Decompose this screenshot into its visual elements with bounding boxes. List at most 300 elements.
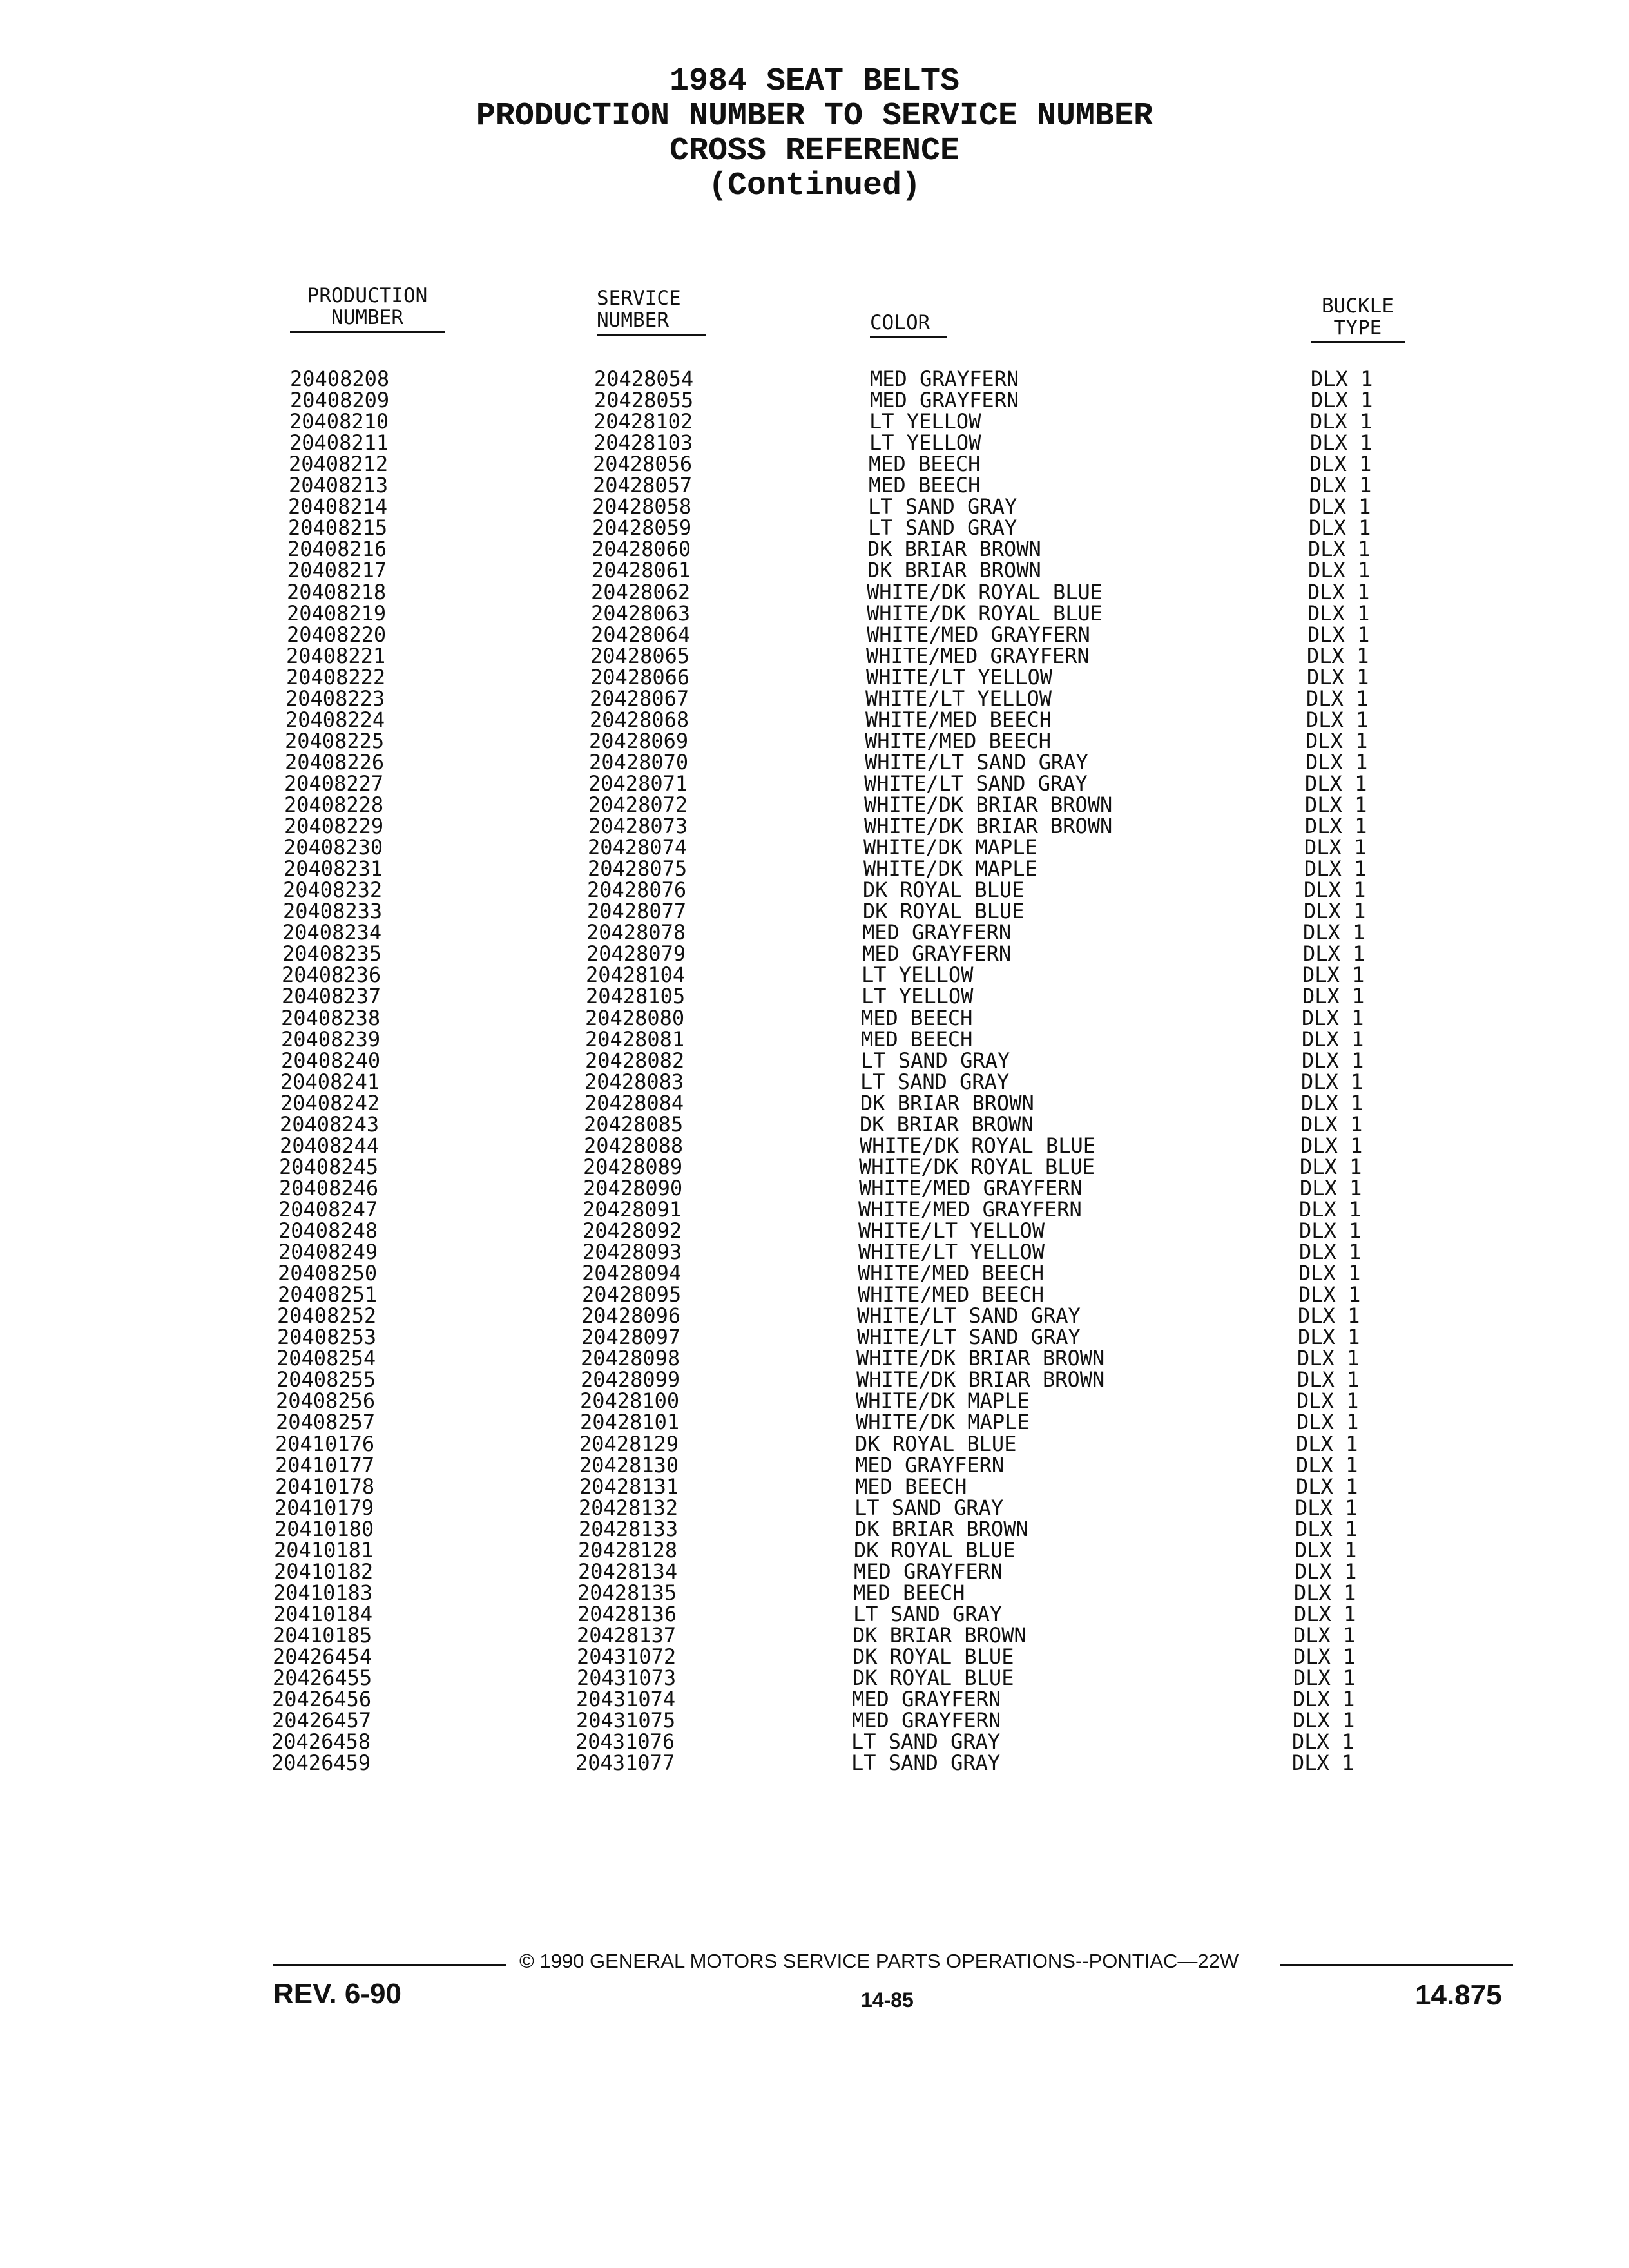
service-number-cell: 20428084: [584, 1090, 684, 1115]
production-number-cell: 20408253: [277, 1325, 377, 1350]
color-cell: WHITE/DK ROYAL BLUE: [867, 601, 1103, 626]
buckle-type-cell: DLX 1: [1299, 1218, 1362, 1243]
buckle-type-cell: DLX 1: [1292, 1729, 1354, 1754]
service-number-cell: 20428097: [581, 1325, 681, 1350]
service-number-cell: 20428062: [591, 579, 691, 604]
table-row: [0, 1646, 1629, 1667]
production-number-cell: 20408221: [286, 643, 386, 668]
buckle-type-cell: DLX 1: [1296, 1474, 1358, 1499]
buckle-type-cell: DLX 1: [1306, 707, 1369, 732]
service-number-cell: 20428067: [590, 686, 689, 711]
buckle-type-cell: DLX 1: [1310, 409, 1373, 434]
production-number-cell: 20408218: [287, 579, 387, 604]
buckle-type-cell: DLX 1: [1305, 814, 1367, 839]
service-number-cell: 20428064: [591, 622, 691, 647]
production-number-cell: 20410176: [275, 1431, 375, 1456]
buckle-type-cell: DLX 1: [1307, 643, 1369, 668]
table-row: [0, 1753, 1629, 1774]
service-number-cell: 20428105: [586, 984, 686, 1009]
buckle-type-cell: DLX 1: [1303, 941, 1365, 966]
color-cell: WHITE/LT SAND GRAY: [857, 1325, 1081, 1350]
color-cell: LT SAND GRAY: [851, 1751, 1001, 1776]
table-row: [0, 369, 1629, 390]
header-underline: [870, 336, 947, 338]
color-cell: MED BEECH: [869, 452, 981, 477]
buckle-type-cell: DLX 1: [1309, 452, 1372, 477]
color-cell: MED BEECH: [861, 1026, 973, 1052]
color-cell: WHITE/DK MAPLE: [856, 1389, 1030, 1414]
table-row: [0, 1431, 1629, 1456]
production-number-cell: 20408211: [289, 430, 389, 456]
service-number-cell: 20428076: [587, 878, 687, 903]
table-row: [0, 454, 1629, 475]
table-row: [0, 1390, 1629, 1412]
production-number-cell: 20426458: [271, 1729, 371, 1754]
production-number-cell: 20426457: [272, 1708, 372, 1733]
production-number-cell: 20408251: [278, 1282, 378, 1307]
table-row: [0, 922, 1629, 943]
header-underline: [597, 334, 706, 336]
service-number-cell: 20428054: [594, 367, 694, 391]
table-row: [0, 1516, 1629, 1541]
color-cell: WHITE/DK BRIAR BROWN: [864, 814, 1113, 839]
color-cell: MED GRAYFERN: [862, 920, 1012, 945]
service-number-cell: 20428102: [593, 409, 693, 434]
color-cell: WHITE/LT YELLOW: [858, 1218, 1045, 1243]
table-row: [0, 1452, 1629, 1477]
service-number-cell: 20428071: [588, 771, 688, 796]
table-row: [0, 560, 1629, 581]
color-cell: WHITE/LT SAND GRAY: [864, 771, 1088, 796]
table-row: [0, 1667, 1629, 1689]
service-number-cell: 20428092: [583, 1218, 682, 1243]
table-row: [0, 1005, 1629, 1030]
color-cell: DK BRIAR BROWN: [860, 1111, 1034, 1137]
color-cell: WHITE/DK ROYAL BLUE: [867, 579, 1103, 604]
color-cell: LT SAND GRAY: [860, 1069, 1010, 1094]
service-number-cell: 20428135: [577, 1580, 677, 1605]
footer-page-number: 14-85: [861, 1988, 914, 2012]
production-number-cell: 20408257: [276, 1410, 376, 1435]
color-cell: LT YELLOW: [869, 430, 981, 456]
color-cell: MED BEECH: [853, 1580, 965, 1605]
color-cell: LT YELLOW: [869, 409, 981, 434]
service-number-cell: 20428063: [591, 601, 691, 626]
production-number-cell: 20408254: [276, 1346, 376, 1371]
table-row: [0, 837, 1629, 858]
buckle-type-cell: DLX 1: [1309, 515, 1371, 541]
buckle-type-cell: DLX 1: [1300, 1111, 1363, 1137]
production-number-cell: 20408232: [283, 878, 383, 903]
table-row: [0, 1175, 1629, 1200]
production-number-cell: 20408222: [286, 664, 386, 689]
table-row: [0, 624, 1629, 646]
buckle-type-cell: DLX 1: [1307, 622, 1370, 647]
production-number-cell: 20408247: [278, 1196, 378, 1222]
buckle-type-cell: DLX 1: [1296, 1452, 1358, 1477]
service-number-cell: 20428128: [578, 1537, 678, 1562]
buckle-type-cell: DLX 1: [1301, 1069, 1364, 1094]
table-row: [0, 643, 1629, 668]
production-number-cell: 20426454: [273, 1644, 372, 1669]
production-number-cell: 20410182: [274, 1559, 374, 1584]
color-cell: WHITE/LT YELLOW: [866, 664, 1052, 689]
buckle-type-cell: DLX 1: [1302, 1005, 1364, 1030]
buckle-type-cell: DLX 1: [1299, 1240, 1362, 1265]
production-number-cell: 20408248: [278, 1218, 378, 1243]
service-number-cell: 20428137: [577, 1622, 677, 1648]
table-row: [0, 1111, 1629, 1137]
color-cell: WHITE/DK BRIAR BROWN: [856, 1346, 1105, 1371]
buckle-type-cell: DLX 1: [1308, 558, 1371, 583]
service-number-cell: 20428065: [590, 643, 690, 668]
service-number-cell: 20428066: [590, 664, 690, 689]
service-number-cell: 20428101: [580, 1410, 680, 1435]
service-number-cell: 20428068: [590, 707, 689, 732]
production-number-cell: 20408250: [278, 1261, 378, 1286]
service-number-cell: 20428082: [585, 1048, 685, 1073]
color-cell: WHITE/DK MAPLE: [856, 1410, 1030, 1435]
service-number-cell: 20431073: [577, 1666, 677, 1691]
buckle-type-cell: DLX 1: [1304, 878, 1366, 903]
service-number-cell: 20428091: [583, 1196, 682, 1222]
table-row: [0, 1497, 1629, 1519]
color-cell: WHITE/MED GRAYFERN: [866, 643, 1090, 668]
color-cell: MED GRAYFERN: [862, 941, 1012, 966]
production-number-cell: 20408235: [282, 941, 382, 966]
buckle-type-cell: DLX 1: [1307, 601, 1370, 626]
title-line-1: 1984 SEAT BELTS: [669, 63, 960, 100]
service-number-cell: 20431076: [575, 1729, 675, 1754]
buckle-type-cell: DLX 1: [1306, 686, 1369, 711]
service-number-cell: 20428100: [580, 1389, 680, 1414]
production-number-cell: 20408231: [284, 856, 383, 881]
title-line-2: PRODUCTION NUMBER TO SERVICE NUMBER: [476, 98, 1153, 135]
table-row: [0, 1069, 1629, 1094]
color-cell: MED BEECH: [855, 1474, 967, 1499]
service-number-cell: 20428069: [589, 728, 689, 753]
title-line-4: (Continued): [708, 168, 921, 204]
production-number-cell: 20408228: [284, 793, 384, 817]
service-number-cell: 20428094: [582, 1261, 682, 1286]
buckle-type-cell: DLX 1: [1294, 1580, 1356, 1605]
color-cell: WHITE/MED BEECH: [858, 1282, 1044, 1307]
table-row: [0, 1263, 1629, 1284]
buckle-type-cell: DLX 1: [1302, 1026, 1364, 1052]
service-number-cell: 20431077: [575, 1751, 675, 1776]
color-cell: DK ROYAL BLUE: [853, 1666, 1014, 1691]
service-number-cell: 20428081: [585, 1026, 685, 1052]
service-number-cell: 20428083: [584, 1069, 684, 1094]
header-underline: [290, 331, 445, 333]
buckle-type-cell: DLX 1: [1298, 1261, 1361, 1286]
footer-section-number: 14.875: [1415, 1979, 1502, 2011]
table-row: [0, 943, 1629, 965]
production-number-cell: 20408212: [289, 452, 389, 477]
color-cell: DK ROYAL BLUE: [863, 899, 1025, 924]
color-cell: MED GRAYFERN: [852, 1687, 1001, 1712]
service-number-cell: 20428132: [579, 1495, 679, 1520]
service-number-cell: 20428057: [593, 473, 693, 498]
color-cell: MED GRAYFERN: [855, 1452, 1005, 1477]
buckle-type-cell: DLX 1: [1302, 984, 1365, 1009]
buckle-type-cell: DLX 1: [1308, 537, 1371, 562]
table-row: [0, 1305, 1629, 1327]
service-number-cell: 20428131: [579, 1474, 679, 1499]
production-number-cell: 20408252: [277, 1303, 377, 1329]
buckle-type-cell: DLX 1: [1301, 1090, 1364, 1115]
footer-copyright: © 1990 GENERAL MOTORS SERVICE PARTS OPERATIONS--PONTIAC—22W: [519, 1950, 1239, 1972]
buckle-type-cell: DLX 1: [1298, 1325, 1360, 1350]
buckle-type-cell: DLX 1: [1300, 1154, 1362, 1179]
table-row: [0, 794, 1629, 816]
service-number-cell: 20428061: [592, 558, 691, 583]
header-service-number: SERVICE NUMBER: [597, 287, 706, 336]
production-number-cell: 20408210: [289, 409, 389, 434]
table-row: [0, 1348, 1629, 1369]
table-row: [0, 1369, 1629, 1390]
production-number-cell: 20426456: [272, 1687, 372, 1712]
table-row: [0, 1220, 1629, 1242]
buckle-type-cell: DLX 1: [1304, 856, 1367, 881]
table-row: [0, 664, 1629, 689]
buckle-type-cell: DLX 1: [1293, 1666, 1356, 1691]
buckle-type-cell: DLX 1: [1300, 1133, 1363, 1158]
buckle-type-cell: DLX 1: [1300, 1175, 1362, 1200]
buckle-type-cell: DLX 1: [1299, 1196, 1362, 1222]
color-cell: DK ROYAL BLUE: [855, 1431, 1017, 1456]
production-number-cell: 20410183: [273, 1580, 373, 1605]
service-number-cell: 20428093: [583, 1240, 682, 1265]
table-row: [0, 496, 1629, 517]
buckle-type-cell: DLX 1: [1307, 664, 1369, 689]
table-row: [0, 1090, 1629, 1115]
buckle-type-cell: DLX 1: [1297, 1367, 1360, 1392]
title-line-3: CROSS REFERENCE: [669, 133, 960, 169]
service-number-cell: 20428134: [578, 1559, 678, 1584]
table-row: [0, 1196, 1629, 1222]
color-cell: DK BRIAR BROWN: [854, 1516, 1028, 1541]
color-cell: WHITE/DK ROYAL BLUE: [860, 1133, 1096, 1158]
table-row: [0, 603, 1629, 624]
table-row: [0, 816, 1629, 837]
color-cell: WHITE/DK BRIAR BROWN: [864, 793, 1113, 817]
color-cell: DK BRIAR BROWN: [860, 1090, 1034, 1115]
table-row: [0, 1242, 1629, 1263]
color-cell: WHITE/LT YELLOW: [858, 1240, 1045, 1265]
table-row: [0, 1582, 1629, 1604]
buckle-type-cell: DLX 1: [1305, 793, 1367, 817]
buckle-type-cell: DLX 1: [1306, 749, 1368, 774]
table-row: [0, 1537, 1629, 1562]
production-number-cell: 20408244: [280, 1133, 380, 1158]
table-row: [0, 1412, 1629, 1433]
color-cell: WHITE/DK ROYAL BLUE: [859, 1154, 1095, 1179]
color-cell: LT SAND GRAY: [868, 494, 1017, 519]
color-cell: WHITE/LT SAND GRAY: [865, 749, 1088, 774]
production-number-cell: 20408249: [278, 1240, 378, 1265]
table-row: [0, 1622, 1629, 1648]
color-cell: MED GRAYFERN: [870, 367, 1019, 391]
service-number-cell: 20428099: [581, 1367, 680, 1392]
buckle-type-cell: DLX 1: [1296, 1389, 1359, 1414]
footer-revision: REV. 6-90: [273, 1978, 401, 2010]
color-cell: WHITE/LT YELLOW: [865, 686, 1052, 711]
buckle-type-cell: DLX 1: [1303, 920, 1365, 945]
buckle-type-cell: DLX 1: [1306, 728, 1368, 753]
production-number-cell: 20408229: [284, 814, 384, 839]
buckle-type-cell: DLX 1: [1295, 1559, 1357, 1584]
production-number-cell: 20408255: [276, 1367, 376, 1392]
table-row: [0, 1154, 1629, 1179]
page-title: [0, 64, 1629, 204]
color-cell: MED GRAYFERN: [854, 1559, 1003, 1584]
service-number-cell: 20428129: [579, 1431, 679, 1456]
table-row: [0, 773, 1629, 794]
production-number-cell: 20410177: [275, 1452, 375, 1477]
production-number-cell: 20408233: [283, 899, 383, 924]
production-number-cell: 20408208: [290, 367, 390, 391]
table-row: [0, 1476, 1629, 1497]
buckle-type-cell: DLX 1: [1311, 367, 1373, 391]
buckle-type-cell: DLX 1: [1311, 388, 1373, 413]
table-row: [0, 1284, 1629, 1305]
color-cell: MED BEECH: [861, 1005, 973, 1030]
buckle-type-cell: DLX 1: [1302, 963, 1365, 988]
color-cell: DK BRIAR BROWN: [853, 1622, 1027, 1648]
production-number-cell: 20408217: [287, 558, 387, 583]
table-row: [0, 1710, 1629, 1731]
production-number-cell: 20408214: [288, 494, 388, 519]
production-number-cell: 20410185: [273, 1622, 372, 1648]
buckle-type-cell: DLX 1: [1304, 835, 1367, 860]
production-number-cell: 20408236: [282, 963, 381, 988]
color-cell: WHITE/MED GRAYFERN: [867, 622, 1090, 647]
service-number-cell: 20428103: [593, 430, 693, 456]
table-row: [0, 432, 1629, 454]
table-row: [0, 1689, 1629, 1710]
production-number-cell: 20426459: [271, 1751, 371, 1776]
production-number-cell: 20408213: [289, 473, 389, 498]
production-number-cell: 20408219: [287, 601, 387, 626]
production-number-cell: 20408245: [279, 1154, 379, 1179]
service-number-cell: 20428136: [577, 1601, 677, 1626]
service-number-cell: 20428072: [588, 793, 688, 817]
buckle-type-cell: DLX 1: [1309, 473, 1372, 498]
table-row: [0, 517, 1629, 539]
table-row: [0, 1601, 1629, 1626]
production-number-cell: 20408227: [284, 771, 384, 796]
color-cell: WHITE/MED BEECH: [865, 728, 1051, 753]
buckle-type-cell: DLX 1: [1294, 1601, 1356, 1626]
color-cell: LT SAND GRAY: [861, 1048, 1010, 1073]
service-number-cell: 20428078: [586, 920, 686, 945]
service-number-cell: 20431072: [577, 1644, 677, 1669]
table-row: [0, 728, 1629, 753]
service-number-cell: 20428070: [589, 749, 689, 774]
table-row: [0, 986, 1629, 1007]
service-number-cell: 20428098: [581, 1346, 680, 1371]
service-number-cell: 20428089: [583, 1154, 683, 1179]
table-row: [0, 1561, 1629, 1582]
production-number-cell: 20408256: [276, 1389, 376, 1414]
buckle-type-cell: DLX 1: [1298, 1282, 1361, 1307]
color-cell: WHITE/DK BRIAR BROWN: [856, 1367, 1105, 1392]
footer-rule-left: [273, 1964, 506, 1966]
production-number-cell: 20408225: [285, 728, 385, 753]
table-row: [0, 858, 1629, 879]
table-row: [0, 965, 1629, 986]
service-number-cell: 20428085: [584, 1111, 684, 1137]
table-row: [0, 688, 1629, 709]
color-cell: LT YELLOW: [862, 984, 974, 1009]
color-cell: LT SAND GRAY: [851, 1729, 1001, 1754]
service-number-cell: 20428058: [592, 494, 692, 519]
buckle-type-cell: DLX 1: [1293, 1644, 1356, 1669]
table-row: [0, 901, 1629, 922]
service-number-cell: 20428090: [583, 1175, 683, 1200]
table-row: [0, 1050, 1629, 1072]
service-number-cell: 20428075: [588, 856, 688, 881]
header-production-number: PRODUCTION NUMBER: [290, 285, 445, 333]
buckle-type-cell: DLX 1: [1302, 1048, 1364, 1073]
color-cell: WHITE/MED GRAYFERN: [858, 1196, 1082, 1222]
table-row: [0, 539, 1629, 560]
table-row: [0, 1026, 1629, 1052]
production-number-cell: 20408242: [280, 1090, 380, 1115]
service-number-cell: 20428133: [579, 1516, 679, 1541]
service-number-cell: 20428073: [588, 814, 688, 839]
header-underline: [1311, 341, 1405, 343]
production-number-cell: 20410180: [275, 1516, 374, 1541]
service-number-cell: 20428104: [586, 963, 686, 988]
color-cell: WHITE/MED BEECH: [865, 707, 1052, 732]
service-number-cell: 20431074: [576, 1687, 676, 1712]
buckle-type-cell: DLX 1: [1309, 494, 1371, 519]
color-cell: WHITE/DK MAPLE: [863, 856, 1037, 881]
production-number-cell: 20410184: [273, 1601, 373, 1626]
service-number-cell: 20428077: [587, 899, 687, 924]
production-number-cell: 20408216: [287, 537, 387, 562]
table-row: [0, 475, 1629, 496]
service-number-cell: 20428095: [582, 1282, 682, 1307]
color-cell: DK ROYAL BLUE: [863, 878, 1025, 903]
table-row: [0, 1135, 1629, 1157]
production-number-cell: 20410179: [275, 1495, 374, 1520]
buckle-type-cell: DLX 1: [1293, 1708, 1355, 1733]
table-row: [0, 411, 1629, 432]
buckle-type-cell: DLX 1: [1293, 1622, 1356, 1648]
service-number-cell: 20428059: [592, 515, 692, 541]
production-number-cell: 20408226: [285, 749, 385, 774]
production-number-cell: 20408237: [282, 984, 381, 1009]
production-number-cell: 20408230: [284, 835, 383, 860]
production-number-cell: 20408223: [285, 686, 385, 711]
service-number-cell: 20428079: [586, 941, 686, 966]
header-buckle-type: BUCKLE TYPE: [1311, 295, 1405, 343]
production-number-cell: 20408238: [281, 1005, 381, 1030]
color-cell: MED GRAYFERN: [870, 388, 1019, 413]
service-number-cell: 20428060: [592, 537, 691, 562]
production-number-cell: 20408215: [288, 515, 388, 541]
color-cell: LT SAND GRAY: [854, 1495, 1004, 1520]
service-number-cell: 20428080: [585, 1005, 685, 1030]
buckle-type-cell: DLX 1: [1295, 1537, 1357, 1562]
color-cell: WHITE/LT SAND GRAY: [857, 1303, 1081, 1329]
table-row: [0, 749, 1629, 774]
color-cell: DK BRIAR BROWN: [867, 558, 1041, 583]
production-number-cell: 20410181: [274, 1537, 374, 1562]
